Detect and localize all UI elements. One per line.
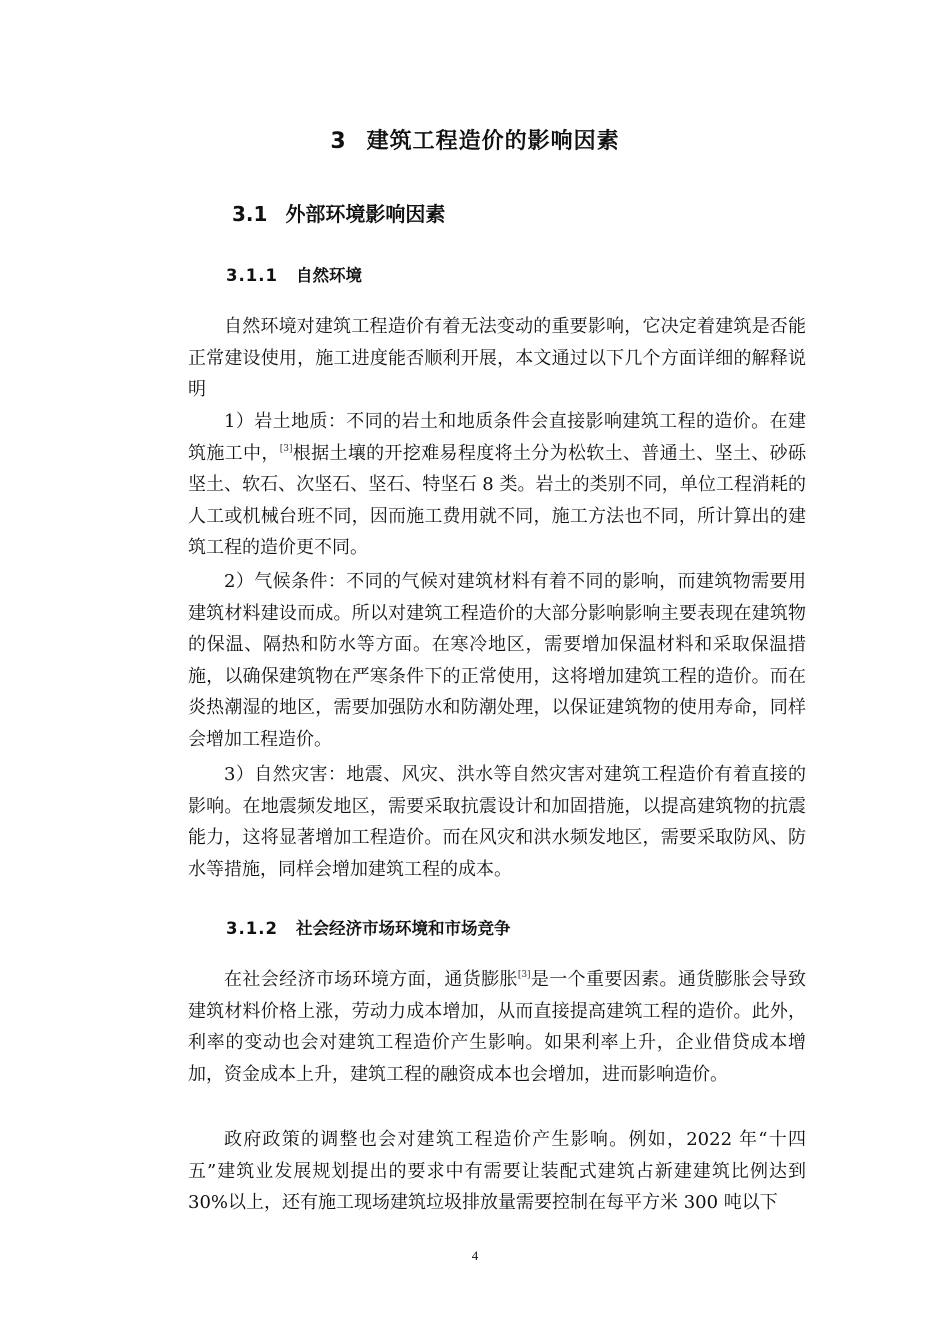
chapter-heading [0, 124, 950, 155]
paragraph-policy: 政府政策的调整也会对建筑工程造价产生影响。例如，2022 年“十四五”建筑业发展规划提出的要求中有需要让装配式建筑占新建建筑比例达到 30%以上，还有施工现场建筑垃圾排放量需要控制在每平方米 300 吨以下 [188, 1129, 806, 1213]
paragraph-text: 根据土壤的开挖难易程度将土分为松软土、普通土、坚土、砂砾坚土、软石、次坚石、坚石、特坚石 8 类。岩土的类别不同，单位工程消耗的人工或机械台班不同，因而施工费用就不同，施工方法也不同，所计算出的建筑工程的造价更不同。 [188, 442, 807, 558]
paragraph-text: 在社会经济市场环境方面，通货膨胀 [224, 969, 518, 990]
page-number: 4 [471, 1248, 479, 1263]
subsection-title: 自然环境 [295, 266, 362, 285]
subsection-heading-natural-environment [226, 262, 362, 286]
paragraph-climate: 2）气候条件：不同的气候对建筑材料有着不同的影响，而建筑物需要用建筑材料建设而成。所以对建筑工程造价的大部分影响影响主要表现在建筑物的保温、隔热和防水等方面。在寒冷地区，需要增加保温材料和采取保温措施，以确保建筑物在严寒条件下的正常使用，这将增加建筑工程的造价。而在炎热潮湿的地区，需要加强防水和防潮处理，以保证建筑物的使用寿命，同样会增加工程造价。 [188, 571, 806, 750]
paragraph-text: 1）岩土地质：不同的岩土和地质条件会直接影响建筑工程的造价。在建筑施工中， [188, 411, 806, 464]
subsection-number: 3.1.1 [226, 266, 278, 285]
citation-ref: [3] [517, 970, 531, 980]
section-title: 外部环境影响因素 [285, 202, 446, 226]
paragraph-text: 是一个重要因素。通货膨胀会导致建筑材料价格上涨，劳动力成本增加，从而直接提高建筑工程的造价。此外，利率的变动也会对建筑工程造价产生影响。如果利率上升，企业借贷成本增加，资金成本上升，建筑工程的融资成本也会增加，进而影响造价。 [188, 969, 807, 1085]
chapter-title: 建筑工程造价的影响因素 [366, 129, 620, 154]
paragraph-geology [188, 406, 806, 564]
section-heading [232, 198, 445, 227]
paragraph-inflation [188, 964, 806, 1090]
paragraph-natural-intro: 自然环境对建筑工程造价有着无法变动的重要影响，它决定着建筑是否能正常建设使用，施工进度能否顺利开展，本文通过以下几个方面详细的解释说明 [188, 316, 806, 400]
subsection-heading-socioeconomic [226, 915, 510, 939]
section-number: 3.1 [232, 202, 268, 226]
paragraph-disasters: 3）自然灾害：地震、风灾、洪水等自然灾害对建筑工程造价有着直接的影响。在地震频发地区，需要采取抗震设计和加固措施，以提高建筑物的抗震能力，这将显著增加工程造价。而在风灾和洪水频发地区，需要采取防风、防水等措施，同样会增加建筑工程的成本。 [188, 764, 806, 880]
chapter-number: 3 [330, 129, 347, 154]
subsection-number: 3.1.2 [226, 919, 278, 938]
subsection-title: 社会经济市场环境和市场竞争 [295, 919, 511, 938]
citation-ref: [3] [279, 443, 293, 454]
